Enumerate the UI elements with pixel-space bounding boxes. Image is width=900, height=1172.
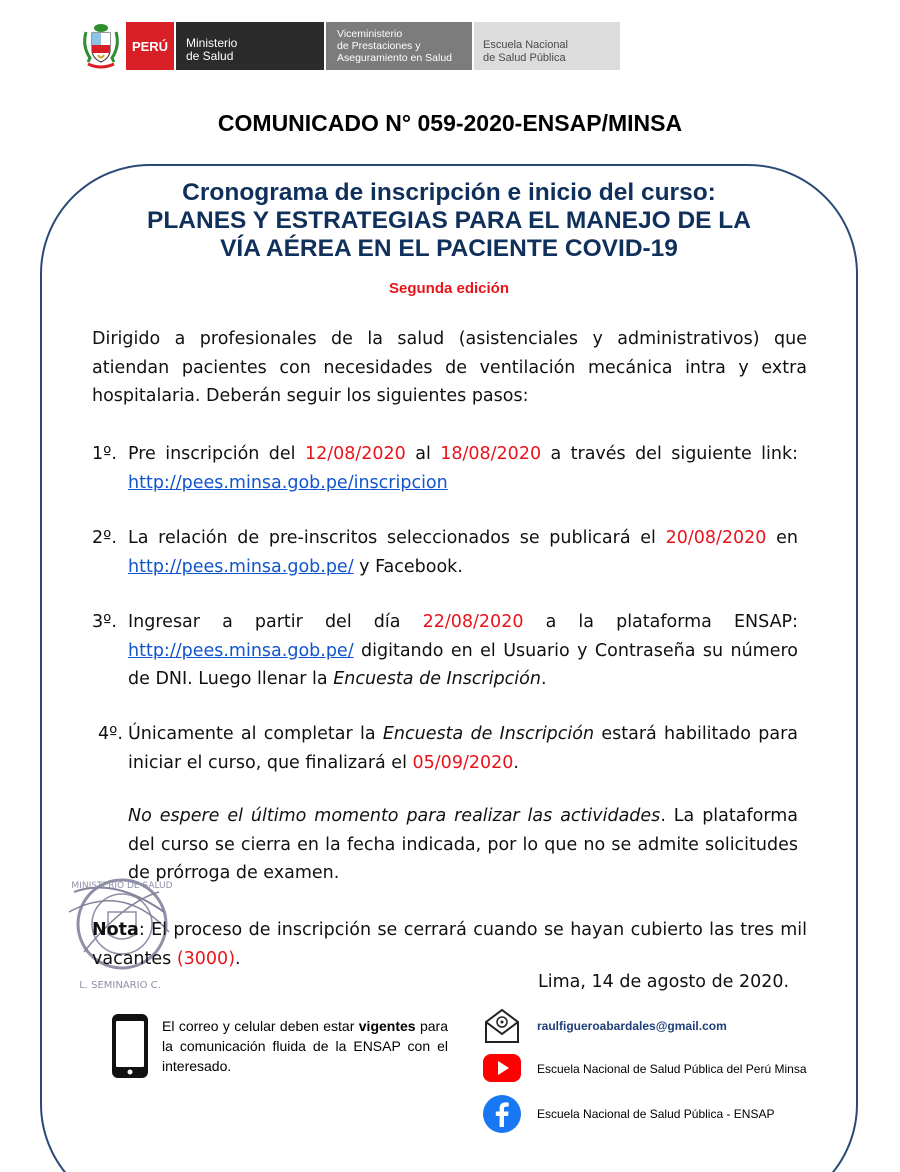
edition-label: Segunda edición [388, 280, 509, 297]
contact-validity-note: El correo y celular deben estar vigentes para la comunicación fluida de la ENSAP con el interesado. [162, 1018, 448, 1074]
step-3: 3º. Ingresar a partir del día 22/08/2020 a la plataforma ENSAP: http://pees.minsa.gob.pe/ digitando en el Usuario y Contraseña su número de DNI. Luego llenar la Encuesta de Inscripción. [92, 612, 798, 689]
pees-link[interactable]: http://pees.minsa.gob.pe/ [128, 556, 354, 577]
contact-email[interactable]: raulfigueroabardales@gmail.com [537, 1019, 727, 1033]
header-logos [80, 22, 620, 70]
email-envelope-icon [482, 1006, 522, 1046]
peru-coat-of-arms-icon [80, 22, 122, 70]
svg-text:MINISTERIO DE SALUD: MINISTERIO DE SALUD [71, 881, 173, 891]
viceministerio-label: Viceministerio de Prestaciones y Aseguramiento en Salud [326, 22, 472, 70]
svg-text:L. SEMINARIO C.: L. SEMINARIO C. [79, 980, 161, 991]
pees-link-2[interactable]: http://pees.minsa.gob.pe/ [128, 640, 354, 661]
step-2: 2º. La relación de pre-inscritos seleccionados se publicará el 20/08/2020 en http://pees.minsa.gob.pe/ y Facebook. [92, 528, 798, 577]
date-publish: 20/08/2020 [665, 528, 767, 548]
facebook-page[interactable]: Escuela Nacional de Salud Pública - ENSAP [537, 1107, 775, 1121]
date-place: Lima, 14 de agosto de 2020. [538, 972, 790, 992]
course-title: Cronograma de inscripción e inicio del curso: PLANES Y ESTRATEGIAS PARA EL MANEJO DE LA VÍA AÉREA EN EL PACIENTE COVID-19 [147, 179, 751, 262]
date-finish: 05/09/2020 [412, 752, 514, 773]
date-start: 12/08/2020 [304, 444, 406, 464]
date-end: 18/08/2020 [440, 444, 542, 464]
nota-paragraph: Nota: El proceso de inscripción se cerrará cuando se hayan cubierto las tres mil vacantes (3000). [92, 920, 807, 969]
youtube-icon [482, 1050, 522, 1086]
warning-note: No espere el último momento para realizar las actividades. La plataforma del curso se cierra en la fecha indicada, por lo que no se admite solicitudes de prórroga de examen. [128, 806, 799, 883]
mobile-phone-icon [110, 1012, 150, 1080]
step-4: 4º. Únicamente al completar la Encuesta de Inscripción estará habilitado para iniciar el curso, que finalizará el 05/09/2020. [98, 724, 798, 773]
youtube-channel[interactable]: Escuela Nacional de Salud Pública del Perú Minsa [537, 1062, 807, 1076]
facebook-icon [482, 1094, 522, 1134]
date-access: 22/08/2020 [422, 612, 524, 632]
inscripcion-link[interactable]: http://pees.minsa.gob.pe/inscripcion [128, 472, 448, 493]
intro-paragraph: Dirigido a profesionales de la salud (asistenciales y administrativos) que atiendan pacientes con necesidades de ventilación mecánica intra y extra hospitalaria. Deberán seguir los siguientes pasos: [92, 329, 807, 406]
step-1: 1º. Pre inscripción del 12/08/2020 al 18/08/2020 a través del siguiente link: http://pees.minsa.gob.pe/inscripcion [92, 444, 798, 493]
ministerio-label: Ministerio de Salud [176, 22, 324, 70]
peru-label: PERÚ [126, 22, 174, 70]
escuela-label: Escuela Nacional de Salud Pública [474, 22, 620, 70]
vacancies-count: (3000) [176, 948, 236, 969]
comunicado-title: COMUNICADO N° 059-2020-ENSAP/MINSA [217, 110, 683, 136]
